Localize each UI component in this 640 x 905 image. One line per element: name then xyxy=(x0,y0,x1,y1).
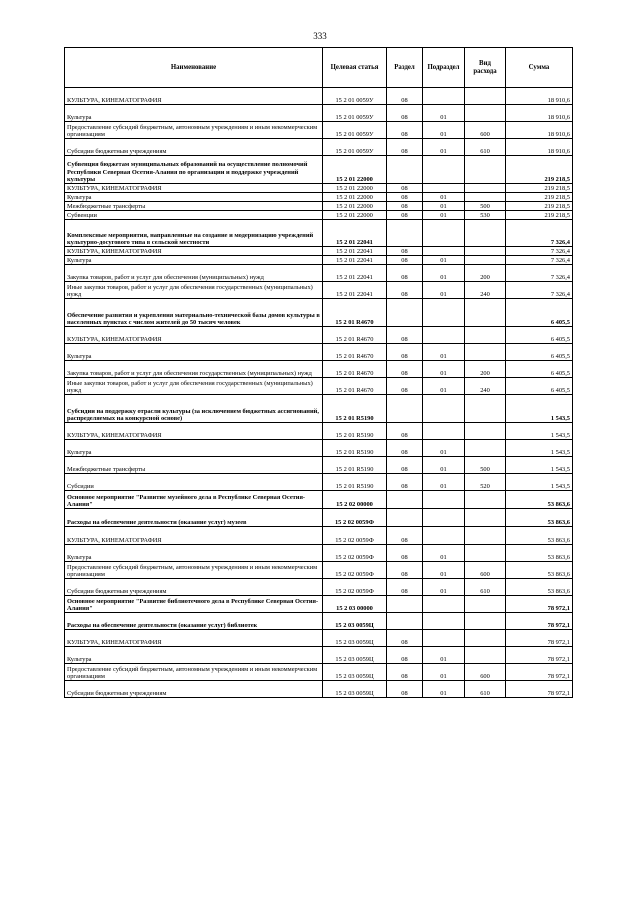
cell-section xyxy=(387,395,423,423)
cell-subsection: 01 xyxy=(423,193,465,202)
cell-code: 15 2 03 0059Ц xyxy=(323,630,387,647)
cell-code: 15 2 02 0059Ф xyxy=(323,527,387,545)
table-row xyxy=(65,579,573,596)
cell-kind xyxy=(465,247,506,256)
cell-subsection: 01 xyxy=(423,664,465,681)
header-name: Наименование xyxy=(65,48,323,88)
cell-code: 15 2 01 R4670 xyxy=(323,361,387,378)
cell-sum: 6 405,5 xyxy=(506,299,573,327)
table-row xyxy=(65,220,573,247)
cell-section: 08 xyxy=(387,457,423,474)
cell-subsection xyxy=(423,327,465,344)
cell-section: 08 xyxy=(387,265,423,282)
cell-kind xyxy=(465,256,506,265)
cell-name: Комплексные мероприятия, направленные на создание и модернизацию учреждений культурно-досугового типа в сельской местности xyxy=(65,220,323,247)
cell-subsection: 01 xyxy=(423,647,465,664)
cell-name: Культура xyxy=(65,105,323,122)
cell-kind xyxy=(465,327,506,344)
cell-kind xyxy=(465,440,506,457)
cell-code: 15 2 01 0059У xyxy=(323,139,387,156)
cell-section: 08 xyxy=(387,88,423,105)
cell-section: 08 xyxy=(387,527,423,545)
cell-sum: 1 543,5 xyxy=(506,440,573,457)
cell-name: Культура xyxy=(65,545,323,562)
cell-kind xyxy=(465,88,506,105)
cell-name: Субсидии бюджетным учреждениям xyxy=(65,579,323,596)
table-row xyxy=(65,647,573,664)
cell-kind: 200 xyxy=(465,265,506,282)
cell-name: КУЛЬТУРА, КИНЕМАТОГРАФИЯ xyxy=(65,630,323,647)
cell-code: 15 2 01 22000 xyxy=(323,156,387,184)
cell-subsection: 01 xyxy=(423,474,465,491)
cell-kind xyxy=(465,299,506,327)
cell-sum: 78 972,1 xyxy=(506,613,573,630)
cell-sum: 78 972,1 xyxy=(506,596,573,613)
cell-subsection: 01 xyxy=(423,361,465,378)
cell-code: 15 2 01 R5190 xyxy=(323,395,387,423)
header-kind: Вид расхода xyxy=(465,48,506,88)
cell-name: Межбюджетные трансферты xyxy=(65,202,323,211)
cell-kind: 500 xyxy=(465,202,506,211)
cell-kind xyxy=(465,613,506,630)
table-row xyxy=(65,630,573,647)
cell-section: 08 xyxy=(387,184,423,193)
cell-subsection: 01 xyxy=(423,282,465,299)
cell-name: Расходы на обеспечение деятельности (оказание услуг) музеев xyxy=(65,509,323,527)
cell-kind: 610 xyxy=(465,139,506,156)
cell-subsection xyxy=(423,299,465,327)
cell-sum: 53 863,6 xyxy=(506,562,573,579)
cell-code: 15 2 02 0059Ф xyxy=(323,545,387,562)
cell-sum: 7 326,4 xyxy=(506,256,573,265)
table-row xyxy=(65,247,573,256)
cell-subsection xyxy=(423,220,465,247)
table-row xyxy=(65,613,573,630)
cell-section: 08 xyxy=(387,423,423,440)
table-row xyxy=(65,282,573,299)
cell-name: Культура xyxy=(65,256,323,265)
cell-kind xyxy=(465,193,506,202)
cell-section xyxy=(387,613,423,630)
cell-code: 15 2 03 0059Ц xyxy=(323,647,387,664)
table-row xyxy=(65,664,573,681)
cell-sum: 53 863,6 xyxy=(506,491,573,509)
cell-code: 15 2 03 0059Ц xyxy=(323,613,387,630)
cell-subsection: 01 xyxy=(423,265,465,282)
cell-code: 15 2 01 R4670 xyxy=(323,378,387,395)
cell-kind: 600 xyxy=(465,664,506,681)
cell-sum: 219 218,5 xyxy=(506,156,573,184)
cell-name: Субсидии бюджетным учреждениям xyxy=(65,139,323,156)
cell-name: Расходы на обеспечение деятельности (оказание услуг) библиотек xyxy=(65,613,323,630)
cell-code: 15 2 01 22000 xyxy=(323,184,387,193)
cell-kind xyxy=(465,630,506,647)
cell-code: 15 2 02 0059Ф xyxy=(323,509,387,527)
cell-sum: 53 863,6 xyxy=(506,545,573,562)
table-row xyxy=(65,88,573,105)
cell-sum: 78 972,1 xyxy=(506,681,573,698)
cell-code: 15 2 03 0059Ц xyxy=(323,664,387,681)
cell-kind xyxy=(465,423,506,440)
cell-section: 08 xyxy=(387,122,423,139)
cell-name: Иные закупки товаров, работ и услуг для обеспечения государственных (муниципальных) нужд xyxy=(65,282,323,299)
cell-subsection xyxy=(423,156,465,184)
cell-sum: 18 910,6 xyxy=(506,139,573,156)
cell-code: 15 2 01 R4670 xyxy=(323,344,387,361)
cell-section xyxy=(387,299,423,327)
header-section: Раздел xyxy=(387,48,423,88)
cell-sum: 219 218,5 xyxy=(506,184,573,193)
cell-name: Закупка товаров, работ и услуг для обеспечения (муниципальных) нужд xyxy=(65,265,323,282)
cell-section: 08 xyxy=(387,282,423,299)
cell-kind xyxy=(465,184,506,193)
cell-code: 15 2 01 R4670 xyxy=(323,327,387,344)
cell-kind xyxy=(465,509,506,527)
cell-sum: 6 405,5 xyxy=(506,327,573,344)
cell-kind xyxy=(465,395,506,423)
cell-name: Субвенции xyxy=(65,211,323,220)
cell-kind xyxy=(465,105,506,122)
cell-code: 15 2 01 22000 xyxy=(323,193,387,202)
cell-section: 08 xyxy=(387,630,423,647)
cell-subsection xyxy=(423,630,465,647)
header-subsection: Подраздел xyxy=(423,48,465,88)
cell-code: 15 2 01 22000 xyxy=(323,202,387,211)
cell-section xyxy=(387,156,423,184)
cell-sum: 6 405,5 xyxy=(506,361,573,378)
table-row xyxy=(65,423,573,440)
cell-subsection: 01 xyxy=(423,579,465,596)
table-row xyxy=(65,509,573,527)
cell-section: 08 xyxy=(387,344,423,361)
header-sum: Сумма xyxy=(506,48,573,88)
cell-code: 15 2 02 0059Ф xyxy=(323,579,387,596)
cell-section: 08 xyxy=(387,193,423,202)
cell-code: 15 2 03 00000 xyxy=(323,596,387,613)
cell-name: Основное мероприятие "Развитие библиотечного дела в Республике Северная Осетия-Алания" xyxy=(65,596,323,613)
cell-name: Культура xyxy=(65,647,323,664)
cell-section: 08 xyxy=(387,105,423,122)
cell-section: 08 xyxy=(387,562,423,579)
cell-kind xyxy=(465,344,506,361)
cell-subsection: 01 xyxy=(423,344,465,361)
cell-sum: 1 543,5 xyxy=(506,457,573,474)
cell-sum: 219 218,5 xyxy=(506,211,573,220)
cell-sum: 18 910,6 xyxy=(506,105,573,122)
cell-subsection: 01 xyxy=(423,562,465,579)
cell-code: 15 2 01 22041 xyxy=(323,247,387,256)
cell-name: Межбюджетные трансферты xyxy=(65,457,323,474)
cell-subsection xyxy=(423,247,465,256)
cell-code: 15 2 01 22041 xyxy=(323,265,387,282)
cell-section xyxy=(387,491,423,509)
cell-subsection xyxy=(423,395,465,423)
cell-kind xyxy=(465,596,506,613)
cell-kind: 500 xyxy=(465,457,506,474)
cell-name: Культура xyxy=(65,440,323,457)
cell-name: Субсидии xyxy=(65,474,323,491)
cell-subsection xyxy=(423,596,465,613)
cell-sum: 53 863,6 xyxy=(506,579,573,596)
cell-kind xyxy=(465,220,506,247)
budget-table xyxy=(64,47,573,698)
cell-name: Основное мероприятие "Развитие музейного дела в Республике Северная Осетия-Алания" xyxy=(65,491,323,509)
table-row xyxy=(65,193,573,202)
cell-kind xyxy=(465,647,506,664)
cell-subsection: 01 xyxy=(423,105,465,122)
cell-code: 15 2 01 0059У xyxy=(323,88,387,105)
cell-section: 08 xyxy=(387,247,423,256)
cell-subsection: 01 xyxy=(423,122,465,139)
table-row xyxy=(65,344,573,361)
cell-sum: 219 218,5 xyxy=(506,202,573,211)
table-row xyxy=(65,527,573,545)
cell-code: 15 2 01 0059У xyxy=(323,122,387,139)
cell-subsection: 01 xyxy=(423,440,465,457)
cell-code: 15 2 03 0059Ц xyxy=(323,681,387,698)
table-row xyxy=(65,299,573,327)
cell-sum: 18 910,6 xyxy=(506,122,573,139)
cell-name: КУЛЬТУРА, КИНЕМАТОГРАФИЯ xyxy=(65,247,323,256)
table-row xyxy=(65,184,573,193)
cell-name: КУЛЬТУРА, КИНЕМАТОГРАФИЯ xyxy=(65,423,323,440)
table-row xyxy=(65,202,573,211)
cell-code: 15 2 02 0059Ф xyxy=(323,562,387,579)
cell-subsection: 01 xyxy=(423,256,465,265)
cell-sum: 1 543,5 xyxy=(506,423,573,440)
cell-code: 15 2 01 R5190 xyxy=(323,457,387,474)
cell-section: 08 xyxy=(387,378,423,395)
table-row xyxy=(65,681,573,698)
table-row xyxy=(65,378,573,395)
cell-subsection: 01 xyxy=(423,457,465,474)
cell-section: 08 xyxy=(387,647,423,664)
cell-name: Предоставление субсидий бюджетным, автономным учреждениям и иным некоммерческим организациям xyxy=(65,122,323,139)
table-row xyxy=(65,562,573,579)
cell-kind xyxy=(465,545,506,562)
cell-code: 15 2 01 22041 xyxy=(323,282,387,299)
cell-section xyxy=(387,220,423,247)
table-row xyxy=(65,265,573,282)
cell-name: Иные закупки товаров, работ и услуг для обеспечения государственных (муниципальных) нужд xyxy=(65,378,323,395)
cell-name: Предоставление субсидий бюджетным, автономным учреждениям и иным некоммерческим организациям xyxy=(65,562,323,579)
cell-section: 08 xyxy=(387,474,423,491)
cell-kind: 240 xyxy=(465,378,506,395)
table-row xyxy=(65,122,573,139)
cell-code: 15 2 01 R5190 xyxy=(323,423,387,440)
cell-subsection xyxy=(423,184,465,193)
cell-sum: 78 972,1 xyxy=(506,664,573,681)
cell-subsection: 01 xyxy=(423,202,465,211)
cell-sum: 6 405,5 xyxy=(506,344,573,361)
cell-code: 15 2 02 00000 xyxy=(323,491,387,509)
cell-section: 08 xyxy=(387,327,423,344)
cell-sum: 78 972,1 xyxy=(506,630,573,647)
cell-subsection: 01 xyxy=(423,139,465,156)
cell-name: Культура xyxy=(65,344,323,361)
cell-code: 15 2 01 R5190 xyxy=(323,474,387,491)
table-row xyxy=(65,395,573,423)
cell-sum: 53 863,6 xyxy=(506,509,573,527)
cell-kind xyxy=(465,491,506,509)
cell-kind: 610 xyxy=(465,681,506,698)
cell-sum: 18 910,6 xyxy=(506,88,573,105)
cell-code: 15 2 01 22000 xyxy=(323,211,387,220)
cell-name: Закупка товаров, работ и услуг для обеспечения государственных (муниципальных) нужд xyxy=(65,361,323,378)
cell-name: Культура xyxy=(65,193,323,202)
cell-kind: 240 xyxy=(465,282,506,299)
cell-sum: 7 326,4 xyxy=(506,282,573,299)
cell-kind: 610 xyxy=(465,579,506,596)
header-code: Целевая статья xyxy=(323,48,387,88)
cell-kind: 600 xyxy=(465,562,506,579)
cell-sum: 219 218,5 xyxy=(506,193,573,202)
table-row xyxy=(65,256,573,265)
cell-code: 15 2 01 22041 xyxy=(323,220,387,247)
cell-sum: 78 972,1 xyxy=(506,647,573,664)
cell-section: 08 xyxy=(387,545,423,562)
cell-section: 08 xyxy=(387,681,423,698)
cell-subsection xyxy=(423,423,465,440)
cell-section xyxy=(387,509,423,527)
cell-kind: 530 xyxy=(465,211,506,220)
cell-kind xyxy=(465,527,506,545)
table-row xyxy=(65,545,573,562)
table-header-row xyxy=(65,48,573,88)
cell-section: 08 xyxy=(387,139,423,156)
cell-subsection xyxy=(423,491,465,509)
cell-kind: 200 xyxy=(465,361,506,378)
table-row xyxy=(65,139,573,156)
cell-section: 08 xyxy=(387,579,423,596)
table-row xyxy=(65,327,573,344)
cell-name: КУЛЬТУРА, КИНЕМАТОГРАФИЯ xyxy=(65,184,323,193)
cell-name: КУЛЬТУРА, КИНЕМАТОГРАФИЯ xyxy=(65,527,323,545)
cell-name: КУЛЬТУРА, КИНЕМАТОГРАФИЯ xyxy=(65,327,323,344)
cell-subsection: 01 xyxy=(423,681,465,698)
cell-name: Субсидии на поддержку отрасли культуры (за исключением бюджетных ассигнований, распределяемых на конкурсной основе) xyxy=(65,395,323,423)
cell-section: 08 xyxy=(387,256,423,265)
cell-code: 15 2 01 0059У xyxy=(323,105,387,122)
page-number: 333 xyxy=(313,31,327,41)
table-row xyxy=(65,474,573,491)
cell-code: 15 2 01 R4670 xyxy=(323,299,387,327)
table-row xyxy=(65,211,573,220)
table-row xyxy=(65,440,573,457)
cell-code: 15 2 01 R5190 xyxy=(323,440,387,457)
cell-section: 08 xyxy=(387,202,423,211)
cell-kind: 600 xyxy=(465,122,506,139)
cell-subsection: 01 xyxy=(423,545,465,562)
cell-sum: 1 543,5 xyxy=(506,474,573,491)
cell-subsection xyxy=(423,613,465,630)
cell-sum: 7 326,4 xyxy=(506,247,573,256)
cell-name: Субсидии бюджетным учреждениям xyxy=(65,681,323,698)
cell-name: Обеспечение развития и укрепления материально-технической базы домов культуры в населенных пунктах с числом жителей до 50 тысяч человек xyxy=(65,299,323,327)
cell-code: 15 2 01 22041 xyxy=(323,256,387,265)
cell-section: 08 xyxy=(387,664,423,681)
table-row xyxy=(65,491,573,509)
cell-subsection: 01 xyxy=(423,378,465,395)
table-row xyxy=(65,457,573,474)
cell-section xyxy=(387,596,423,613)
cell-section: 08 xyxy=(387,361,423,378)
cell-name: Предоставление субсидий бюджетным, автономным учреждениям и иным некоммерческим организациям xyxy=(65,664,323,681)
cell-subsection xyxy=(423,509,465,527)
cell-kind xyxy=(465,156,506,184)
cell-sum: 1 543,5 xyxy=(506,395,573,423)
cell-name: КУЛЬТУРА, КИНЕМАТОГРАФИЯ xyxy=(65,88,323,105)
cell-section: 08 xyxy=(387,440,423,457)
table-row xyxy=(65,105,573,122)
table-row xyxy=(65,596,573,613)
cell-sum: 53 863,6 xyxy=(506,527,573,545)
cell-subsection xyxy=(423,527,465,545)
table-row xyxy=(65,361,573,378)
table-body xyxy=(65,88,573,698)
cell-subsection xyxy=(423,88,465,105)
cell-subsection: 01 xyxy=(423,211,465,220)
cell-name: Субвенция бюджетам муниципальных образований на осуществление полномочий Республики Северная Осетия-Алания по организации и поддержке учреждений культуры xyxy=(65,156,323,184)
table-row xyxy=(65,156,573,184)
cell-section: 08 xyxy=(387,211,423,220)
cell-sum: 7 326,4 xyxy=(506,265,573,282)
cell-kind: 520 xyxy=(465,474,506,491)
cell-sum: 7 326,4 xyxy=(506,220,573,247)
cell-sum: 6 405,5 xyxy=(506,378,573,395)
